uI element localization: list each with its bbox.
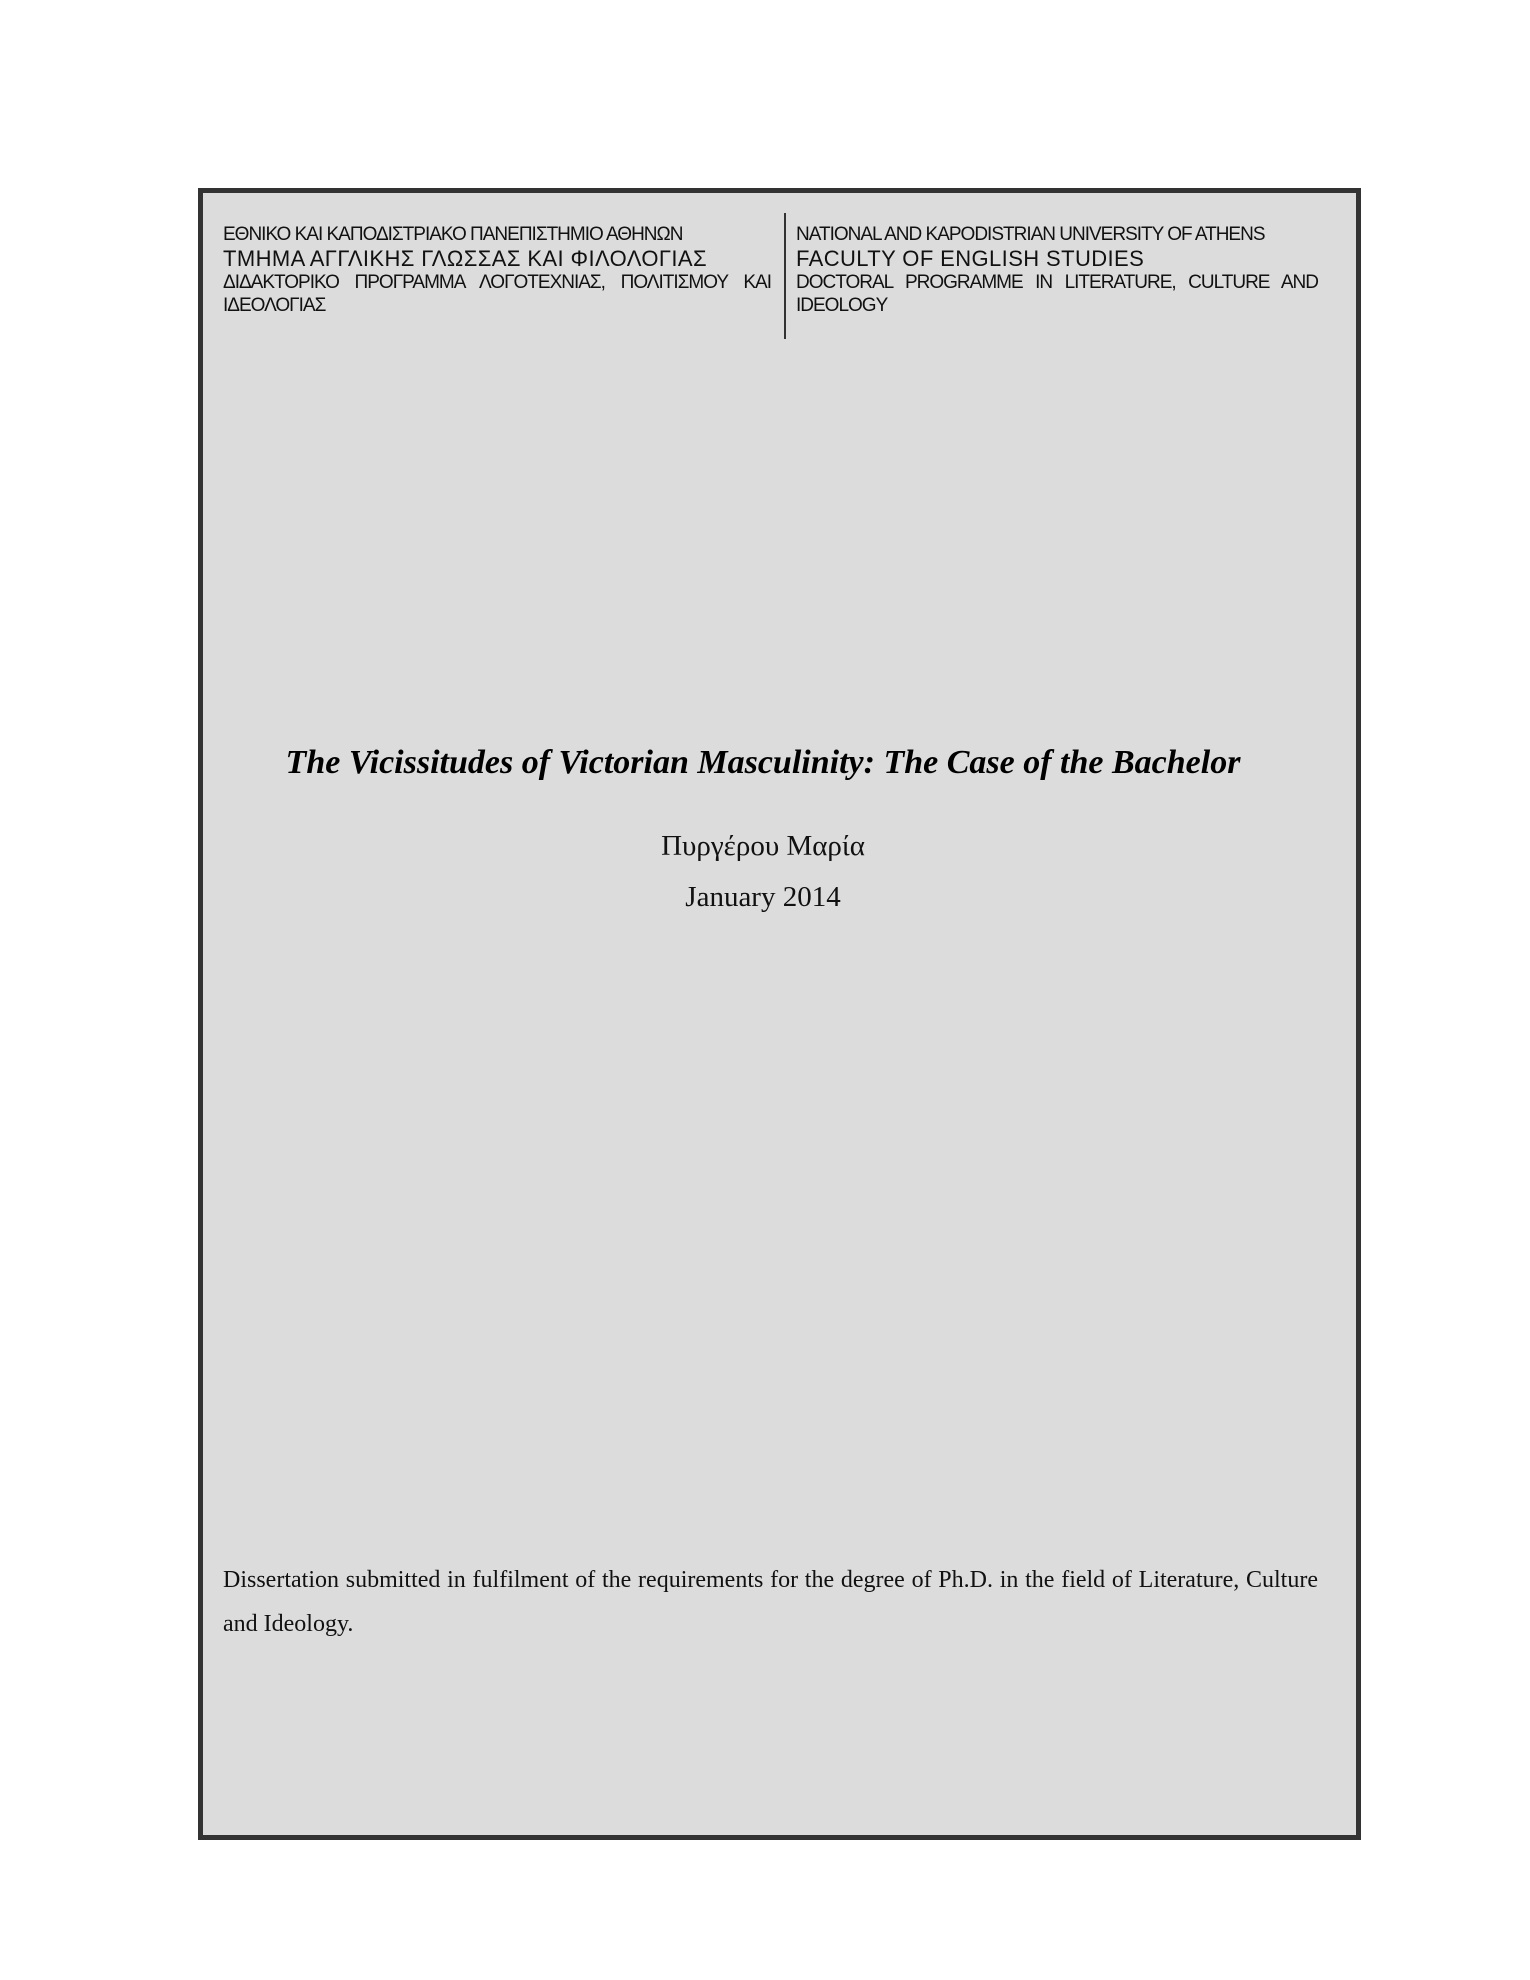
cover-page: [198, 188, 1361, 1840]
greek-programme-name: ΔΙΔΑΚΤΟΡΙΚΟ ΠΡΟΓΡΑΜΜΑ ΛΟΓΟΤΕΧΝΙΑΣ, ΠΟΛΙΤΙΣΜΟΥ ΚΑΙ ΙΔΕΟΛΟΓΙΑΣ: [223, 272, 771, 316]
dissertation-title: The Vicissitudes of Victorian Masculinity: The Case of the Bachelor: [285, 744, 1241, 781]
greek-university-name: ΕΘΝΙΚΟ ΚΑΙ ΚΑΠΟΔΙΣΤΡΙΑΚΟ ΠΑΝΕΠΙΣΤΗΜΙΟ ΑΘΗΝΩΝ: [223, 224, 683, 245]
header-divider: [784, 213, 786, 339]
english-programme-name: DOCTORAL PROGRAMME IN LITERATURE, CULTURE AND IDEOLOGY: [796, 272, 1318, 316]
greek-department-name: ΤΜΗΜΑ ΑΓΓΛΙΚΗΣ ΓΛΩΣΣΑΣ ΚΑΙ ΦΙΛΟΛΟΓΙΑΣ: [223, 246, 707, 271]
english-department-name: FACULTY OF ENGLISH STUDIES: [796, 246, 1145, 271]
institution-header: [223, 213, 1341, 339]
english-header: [796, 223, 1318, 317]
submission-statement: Dissertation submitted in fulfilment of the requirements for the degree of Ph.D. in the field of Literature, Culture and Ideology.: [223, 1567, 1318, 1637]
english-university-name: NATIONAL AND KAPODISTRIAN UNIVERSITY OF ATHENS: [796, 224, 1265, 245]
greek-header: [223, 223, 771, 317]
submission-date: January 2014: [685, 881, 841, 913]
author-name: Πυργέρου Μαρία: [661, 830, 865, 862]
